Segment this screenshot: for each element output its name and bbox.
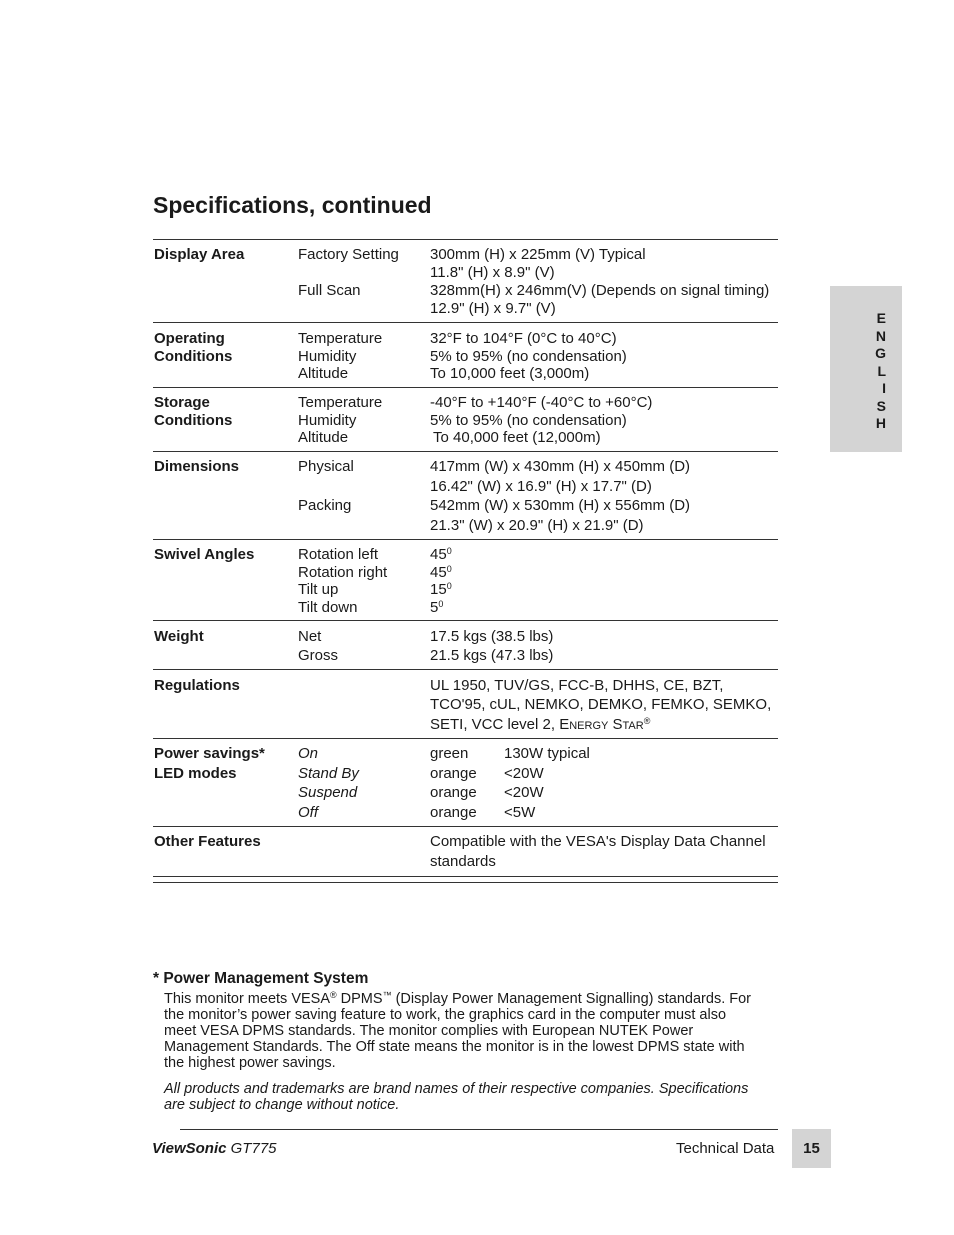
disclaimer-line: All products and trademarks are brand names of their respective companies. Specifications (164, 1081, 749, 1097)
spec-label: Packing (298, 497, 352, 514)
spec-category: Other Features (154, 833, 261, 850)
spec-label: Rotation right (298, 564, 388, 581)
table-rule (153, 322, 778, 323)
spec-value: TCO'95, cUL, NEMKO, DEMKO, FEMKO, SEMKO, (430, 696, 772, 713)
led-color: orange (430, 765, 477, 782)
regulations-text: SETI, VCC level 2, (430, 716, 560, 733)
energy-star-mark: Energy Star (559, 716, 644, 733)
spec-category (154, 394, 294, 430)
spec-value: 17.5 kgs (38.5 lbs) (430, 628, 554, 645)
table-rule (153, 539, 778, 540)
power-mode: Off (298, 804, 319, 821)
table-rule (153, 882, 778, 883)
footer-rule (180, 1129, 778, 1130)
led-color: orange (430, 804, 477, 821)
body-line: the highest power savings. (164, 1055, 336, 1071)
spec-label: Altitude (298, 365, 349, 382)
registered-mark: ® (330, 990, 337, 1000)
spec-category: Regulations (154, 677, 240, 694)
spec-label: Tilt down (298, 599, 358, 616)
body-text: This monitor meets VESA (164, 991, 330, 1007)
body-line: meet VESA DPMS standards. The monitor complies with European NUTEK Power (164, 1023, 694, 1039)
spec-value (430, 581, 452, 599)
table-rule (153, 451, 778, 452)
footer-model: GT775 (230, 1140, 277, 1157)
spec-value: -40°F to +140°F (-40°C to +60°C) (430, 394, 653, 411)
body-line (164, 992, 751, 1008)
spec-category-line: LED modes (154, 764, 237, 782)
trademark-mark: ™ (382, 990, 392, 1000)
degree-mark: 0 (446, 564, 452, 574)
table-rule (153, 669, 778, 670)
body-text: DPMS (336, 991, 383, 1007)
footer-brand: ViewSonic (152, 1140, 227, 1157)
spec-label: Humidity (298, 412, 357, 429)
spec-label: Humidity (298, 348, 357, 365)
spec-value (430, 599, 443, 617)
degree-mark: 0 (446, 581, 452, 591)
spec-label: Physical (298, 458, 354, 475)
spec-value: 21.5 kgs (47.3 lbs) (430, 647, 554, 664)
side-tab-letter: S (876, 398, 886, 414)
spec-value: UL 1950, TUV/GS, FCC-B, DHHS, CE, BZT, (430, 677, 724, 694)
power-consumption: <20W (504, 765, 544, 782)
degree-mark: 0 (438, 599, 444, 609)
spec-value: 32°F to 104°F (0°C to 40°C) (430, 330, 617, 347)
power-mode: Stand By (298, 765, 359, 782)
spec-value: 16.42" (W) x 16.9" (H) x 17.7" (D) (430, 478, 652, 495)
spec-value: 5% to 95% (no condensation) (430, 412, 627, 429)
table-rule (153, 620, 778, 621)
spec-value: 12.9" (H) x 9.7" (V) (430, 300, 556, 317)
angle-value: 15 (430, 581, 447, 598)
spec-value (430, 716, 650, 734)
spec-category-line: Conditions (154, 411, 233, 429)
spec-label: Tilt up (298, 581, 339, 598)
table-rule (153, 738, 778, 739)
body-text: (Display Power Management Signalling) standards. For (391, 991, 752, 1007)
degree-mark: 0 (446, 546, 452, 556)
registered-mark: ® (643, 716, 651, 726)
table-rule (153, 826, 778, 827)
spec-value: 542mm (W) x 530mm (H) x 556mm (D) (430, 497, 691, 514)
spec-label: Temperature (298, 394, 383, 411)
spec-category (154, 745, 294, 781)
spec-value: 21.3" (W) x 20.9" (H) x 21.9" (D) (430, 517, 644, 534)
table-rule (153, 387, 778, 388)
power-consumption: <20W (504, 784, 544, 801)
spec-label: Factory Setting (298, 246, 399, 263)
spec-category: Swivel Angles (154, 546, 255, 563)
spec-label: Net (298, 628, 322, 645)
footer-section: Technical Data (676, 1140, 775, 1157)
spec-label: Rotation left (298, 546, 379, 563)
power-management-heading: * Power Management System (153, 970, 369, 987)
spec-category-line: Conditions (154, 347, 233, 365)
led-color: orange (430, 784, 477, 801)
spec-category: Dimensions (154, 458, 240, 475)
side-tab-letter: L (877, 363, 886, 379)
spec-value: 417mm (W) x 430mm (H) x 450mm (D) (430, 458, 691, 475)
language-side-tab (830, 286, 902, 452)
table-rule (153, 239, 778, 240)
side-tab-letter: H (875, 415, 886, 431)
spec-value: 5% to 95% (no condensation) (430, 348, 627, 365)
angle-value: 5 (430, 599, 439, 616)
side-tab-letter: E (876, 310, 886, 326)
power-consumption: <5W (504, 804, 536, 821)
spec-label: Gross (298, 647, 339, 664)
angle-value: 45 (430, 564, 447, 581)
side-tab-letter: N (875, 328, 886, 344)
led-color: green (430, 745, 469, 762)
spec-label: Altitude (298, 429, 349, 446)
page-title: Specifications, continued (153, 192, 432, 218)
spec-value: 328mm(H) x 246mm(V) (Depends on signal timing) (430, 282, 770, 299)
power-mode: Suspend (298, 784, 358, 801)
power-mode: On (298, 745, 319, 762)
page-number: 15 (792, 1129, 831, 1168)
spec-value: To 10,000 feet (3,000m) (430, 365, 590, 382)
side-tab-letter: G (875, 345, 886, 361)
spec-value: 300mm (H) x 225mm (V) Typical (430, 246, 646, 263)
footer-product (152, 1140, 277, 1157)
disclaimer-line: are subject to change without notice. (164, 1097, 400, 1113)
side-tab-letter: I (882, 380, 886, 396)
angle-value: 45 (430, 546, 447, 563)
power-consumption: 130W typical (504, 745, 590, 762)
body-line: the monitor’s power saving feature to work, the graphics card in the computer must also (164, 1007, 727, 1023)
spec-label: Temperature (298, 330, 383, 347)
spec-value: 11.8" (H) x 8.9" (V) (430, 264, 555, 281)
spec-category-line: Power savings* (154, 745, 265, 762)
spec-label: Full Scan (298, 282, 361, 299)
spec-category (154, 330, 294, 366)
spec-value (430, 546, 452, 564)
table-rule (153, 876, 778, 877)
spec-value: To 40,000 feet (12,000m) (433, 429, 601, 446)
spec-value (430, 564, 452, 582)
spec-category-line: Storage (154, 394, 210, 411)
spec-category: Weight (154, 628, 204, 645)
body-line: Management Standards. The Off state means the monitor is in the lowest DPMS state with (164, 1039, 745, 1055)
spec-value: standards (430, 853, 496, 870)
spec-value: Compatible with the VESA's Display Data Channel (430, 833, 766, 850)
spec-category-line: Operating (154, 330, 225, 347)
spec-category: Display Area (154, 246, 245, 263)
